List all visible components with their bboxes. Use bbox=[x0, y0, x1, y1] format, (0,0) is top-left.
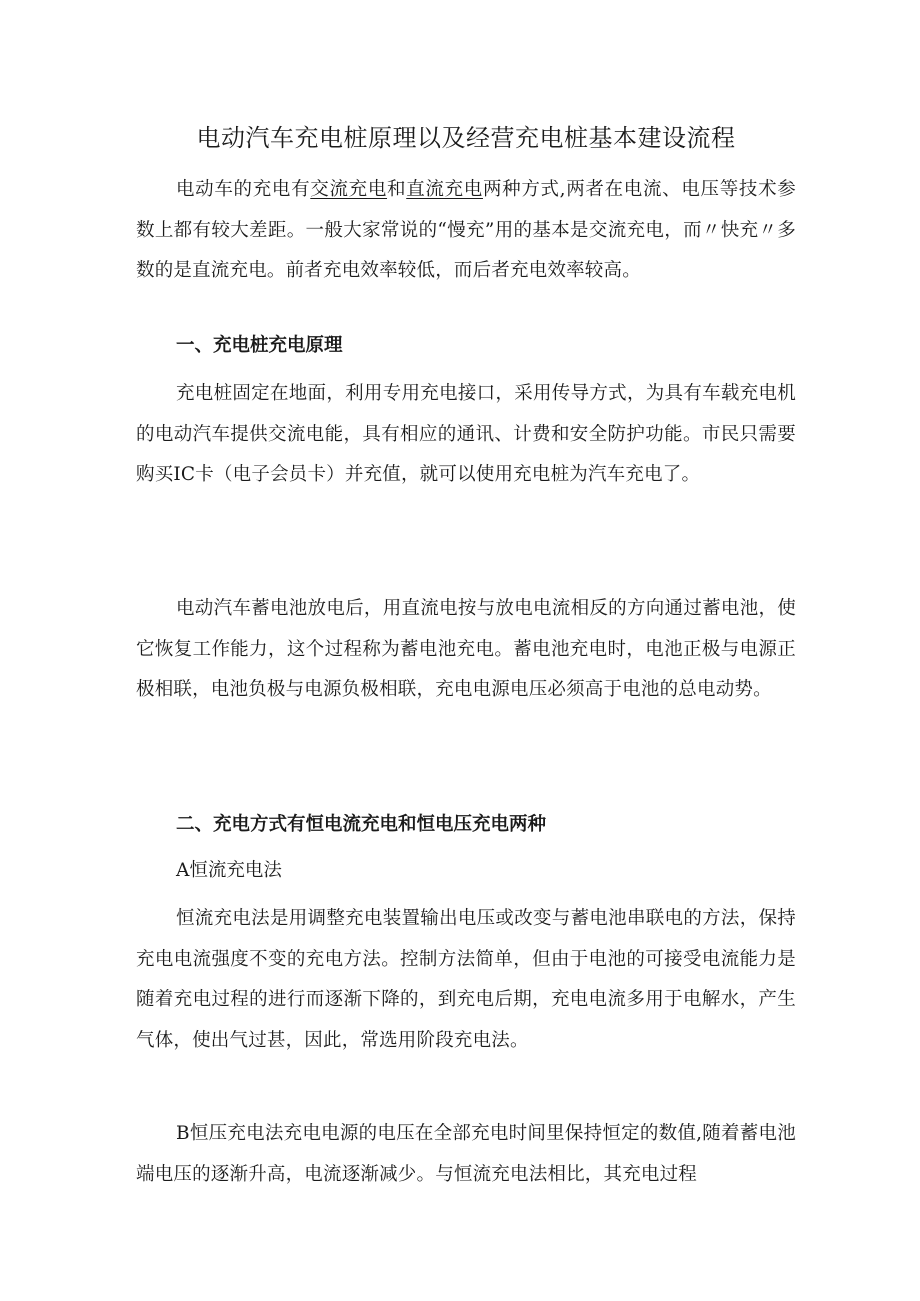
intro-text-start: 电动车的充电有 bbox=[176, 179, 311, 200]
method-a-label: A恒流充电法 bbox=[176, 860, 282, 881]
intro-text-rest: 两种方式,两者在电流、电压等技术参数上都有较大差距。一般大家常说的“慢充”用的基本是交流充电，而〃快充〃多数的是直流充电。前者充电效率较低，而后者充电效率较高。 bbox=[136, 179, 796, 281]
intro-text-and: 和 bbox=[387, 179, 407, 200]
section2-heading: 二、充电方式有恒电流充电和恒电压充电两种 bbox=[176, 814, 547, 835]
document-title: 电动汽车充电桩原理以及经营充电桩基本建设流程 bbox=[196, 124, 736, 152]
ac-charging-link[interactable]: 交流充电 bbox=[310, 179, 388, 200]
intro-paragraph bbox=[136, 170, 796, 292]
method-b-paragraph: B恒压充电法充电电源的电压在全部充电时间里保持恒定的数值,随着蓄电池端电压的逐渐升高，电流逐渐减少。与恒流充电法相比，其充电过程 bbox=[136, 1123, 796, 1185]
dc-charging-link[interactable]: 直流充电 bbox=[406, 179, 483, 200]
section1-paragraph-2: 电动汽车蓄电池放电后，用直流电按与放电电流相反的方向通过蓄电池，使它恢复工作能力，这个过程称为蓄电池充电。蓄电池充电时，电池正极与电源正极相联，电池负极与电源负极相联，充电电源电压必须高于电池的总电动势。 bbox=[136, 598, 796, 700]
method-a-paragraph: 恒流充电法是用调整充电装置输出电压或改变与蓄电池串联电的方法，保持充电电流强度不变的充电方法。控制方法简单，但由于电池的可接受电流能力是随着充电过程的进行而逐渐下降的，到充电后期，充电电流多用于电解水，产生气体，使出气过甚，因此，常选用阶段充电法。 bbox=[136, 908, 796, 1051]
section1-paragraph-1: 充电桩固定在地面，利用专用充电接口，采用传导方式，为具有车载充电机的电动汽车提供交流电能，具有相应的通讯、计费和安全防护功能。市民只需要购买IC卡（电子会员卡）并充值，就可以使用充电桩为汽车充电了。 bbox=[136, 383, 796, 485]
section1-heading: 一、充电桩充电原理 bbox=[176, 335, 343, 356]
